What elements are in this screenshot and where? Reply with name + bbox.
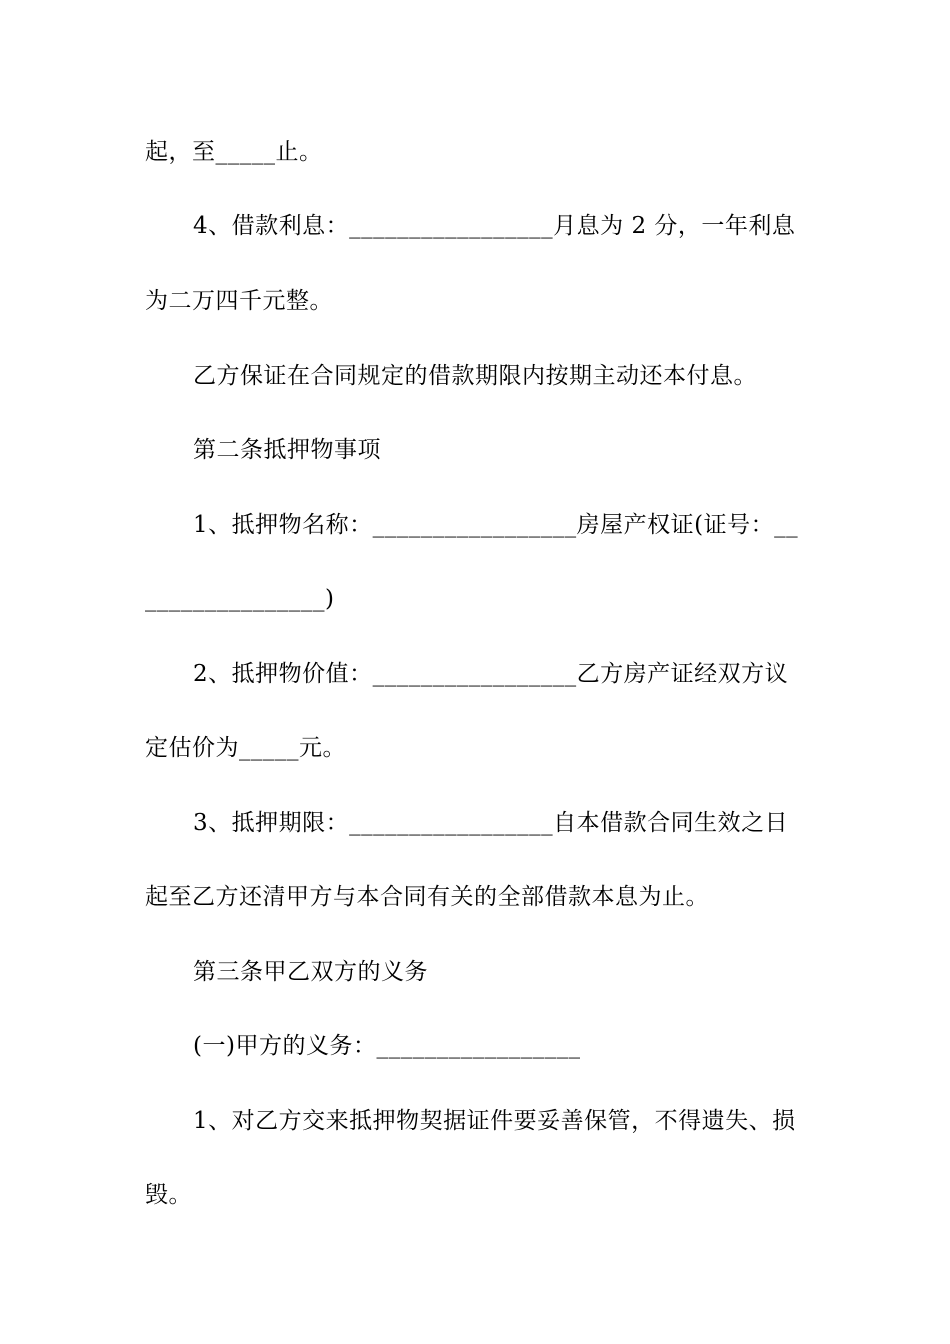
- section-heading-collateral: 第二条抵押物事项: [193, 437, 381, 463]
- text-line-certificate-number: _______________): [145, 586, 335, 612]
- text-line-collateral-value: 2、抵押物价值：_________________乙方房产证经双方议: [193, 661, 789, 687]
- text-line-interest-total: 为二万四千元整。: [145, 288, 333, 314]
- text-line-party-a-obligations: (一)甲方的义务：_________________: [193, 1033, 581, 1059]
- text-line-damage: 毁。: [145, 1182, 192, 1208]
- text-line-mortgage-term: 3、抵押期限：_________________自本借款合同生效之日: [193, 810, 789, 836]
- text-line-custody-obligation: 1、对乙方交来抵押物契据证件要妥善保管，不得遗失、损: [193, 1108, 796, 1134]
- text-line-collateral-name: 1、抵押物名称：_________________房屋产权证(证号：__: [193, 512, 799, 538]
- text-line-loan-period-end: 起，至_____止。: [145, 139, 323, 165]
- text-line-appraised-value: 定估价为_____元。: [145, 735, 346, 761]
- text-line-repayment-guarantee: 乙方保证在合同规定的借款期限内按期主动还本付息。: [193, 363, 757, 389]
- text-line-term-end: 起至乙方还清甲方与本合同有关的全部借款本息为止。: [145, 884, 709, 910]
- text-line-loan-interest: 4、借款利息：_________________月息为 2 分，一年利息: [193, 213, 796, 239]
- section-heading-obligations: 第三条甲乙双方的义务: [193, 959, 428, 985]
